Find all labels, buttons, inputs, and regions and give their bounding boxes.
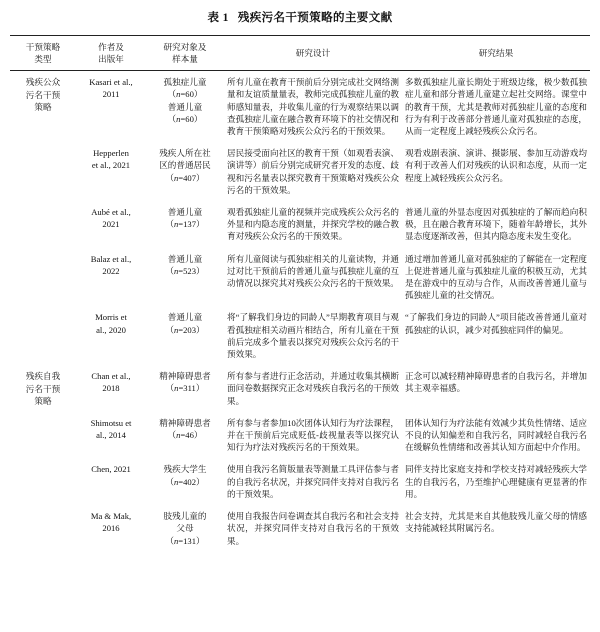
cell-design: 所有儿童阅读与孤独症相关的儿童读物，并通过对比干预前后的普通儿童与孤独症儿童的互动情况以探究其对残疾公众污名的干预效果。 — [227, 253, 399, 289]
cell-design: 使用自我报告问卷调查其自我污名和社会支持状况，并探究同伴支持对自我污名的干预效果。 — [227, 511, 399, 546]
subject-label: 精神障碍患者 — [159, 417, 211, 428]
subject-sample-size: （n=131） — [165, 535, 205, 546]
group-type-line2: 污名干预 — [25, 383, 61, 394]
cell-author — [76, 412, 146, 459]
author-line1: Shimotsu et — [90, 417, 132, 428]
column-header-subject-sample-line1: 研究对象及 — [163, 41, 207, 52]
column-header-author-year-line1: 作者及 — [98, 41, 124, 52]
subject-label: 普通儿童 — [167, 253, 203, 264]
column-header-strategy-type — [10, 35, 76, 70]
subject-sample-size: （n=46） — [167, 430, 203, 441]
table-row — [10, 71, 590, 143]
subject-label: 精神障碍患者 — [159, 371, 211, 382]
cell-design: 居民接受面向社区的教育干预（如观看表演、演讲等）前后分别完成研究者开发的态度、歧视和污名量表以探究教育干预策略对残疾公众污名的干预效果。 — [227, 148, 399, 195]
subject-sample-size: （n=203） — [165, 324, 205, 335]
subject-label: 残疾大学生 — [163, 464, 207, 475]
subject-sample-size: （n=402） — [165, 476, 205, 487]
column-header-study-design — [224, 35, 402, 70]
cell-design: 所有参与者进行正念活动，并通过收集其横断面问卷数据探究正念对残疾自我污名的干预效果。 — [227, 371, 399, 406]
cell-design: 将“了解我们身边的同龄人”早期教育项目与观看孤独症相关动画片相结合，所有儿童在干预前后完成多个量表以探究对残疾公众污名的干预效果。 — [227, 312, 399, 360]
cell-subject — [146, 142, 224, 201]
subject-sample-size: （n=311） — [165, 383, 205, 394]
column-header-strategy-type-line1: 干预策略 — [25, 41, 61, 52]
group-type-line3: 策略 — [34, 396, 52, 407]
group-type-line1: 残疾公众 — [25, 77, 61, 88]
cell-result: 多数孤独症儿童长期处于班级边缘，极少数孤独症儿童和部分普通儿童建立起社交网络。课堂中的教育干预，尤其是教师对孤独症儿童的态度和行为有利于改善部分普通儿童对孤独症的态度，从而一定程度上减轻残疾公众污名。 — [405, 77, 587, 137]
group-type-line2: 污名干预 — [25, 89, 61, 100]
author-line2: 2018 — [102, 383, 120, 394]
subject-label-2: 父母 — [176, 523, 194, 534]
author-line2: et al., 2021 — [91, 160, 131, 171]
group-type-line1: 残疾自我 — [25, 371, 61, 382]
table-caption — [10, 0, 590, 35]
column-header-subject-sample — [146, 35, 224, 70]
cell-author — [76, 71, 146, 143]
cell-result: 同伴支持比家庭支持和学校支持对减轻残疾大学生的自我污名，乃至维护心理健康有更显著的作用。 — [405, 464, 587, 499]
cell-design: 所有参与者参加10次团体认知行为疗法课程，并在干预前后完成贬低-歧视量表等以探究认知行为疗法对残疾污名的干预效果。 — [227, 417, 399, 453]
subject-label: 孤独症儿童 — [163, 77, 207, 88]
author-line1: Chen, 2021 — [91, 464, 131, 475]
subject-sample-size: （n=407） — [165, 172, 205, 183]
column-header-study-result — [402, 35, 590, 70]
cell-subject — [146, 306, 224, 365]
author-line1: Morris et — [95, 312, 127, 323]
cell-result: 团体认知行为疗法能有效减少其负性情绪、适应不良的认知偏差和自我污名，同时减轻自我污名在缓解负性情绪和改善其认知方面起中介作用。 — [405, 417, 587, 453]
subject-sample-size: （n=137） — [165, 219, 205, 230]
cell-result: 普通儿童的外显态度因对孤独症的了解而趋向积极，且在融合教育环境下，随着年龄增长，其外显态度逐渐改善，但其内隐态度未发生变化。 — [405, 207, 587, 242]
cell-result: 社会支持，尤其是来自其他肢残儿童父母的情感支持能减轻其附属污名。 — [405, 511, 587, 534]
author-line1: Balaz et al., — [90, 253, 132, 264]
cell-subject — [146, 71, 224, 143]
subject-label: 普通儿童 — [167, 312, 203, 323]
cell-result: 正念可以减轻精神障碍患者的自我污名，并增加其主观幸福感。 — [405, 371, 587, 394]
cell-result: 通过增加普通儿童对孤独症的了解能在一定程度上促进普通儿童与孤独症儿童的积极互动，尤其是在游戏中的互动与合作，从而改善普通儿童与孤独症儿童的社交情况。 — [405, 253, 587, 301]
column-header-subject-sample-line2: 样本量 — [172, 54, 198, 64]
author-line2: al., 2014 — [96, 430, 126, 441]
subject-label: 肢残儿童的 — [163, 511, 207, 522]
cell-result: “了解我们身边的同龄人”项目能改善普通儿童对孤独症的认识，减少对孤独症同伴的偏见。 — [405, 312, 587, 335]
literature-table — [10, 35, 590, 552]
column-header-strategy-type-line2: 类型 — [34, 54, 52, 64]
table-row — [10, 458, 590, 505]
subject-label: 残疾人所在社 — [159, 148, 211, 159]
group-type-self-stigma — [10, 365, 76, 551]
cell-subject — [146, 201, 224, 248]
table-row — [10, 142, 590, 201]
table-row — [10, 365, 590, 412]
subject-sample-size: （n=523） — [165, 265, 205, 276]
column-header-author-year — [76, 35, 146, 70]
author-line1: Chan et al., — [91, 371, 131, 382]
cell-design: 观看孤独症儿童的视频并完成残疾公众污名的外显和内隐态度的测量，并探究学校的融合教育对残疾公众污名的干预效果。 — [227, 207, 399, 242]
cell-author — [76, 365, 146, 412]
author-line1: Hepperlen — [93, 148, 129, 159]
author-line2: al., 2020 — [96, 324, 126, 335]
subject-sample-size: （n=60） — [167, 89, 203, 100]
table-row — [10, 201, 590, 248]
caption-number: 表 1 — [207, 12, 229, 24]
author-line2: 2022 — [102, 265, 120, 276]
column-header-study-design-line1: 研究设计 — [295, 47, 331, 58]
author-line2: 2016 — [102, 523, 120, 534]
subject-label-2: 普通儿童 — [167, 101, 203, 112]
cell-design: 所有儿童在教育干预前后分别完成社交网络测量和友谊质量量表，教师完成孤独症儿童的教师感知量表，并收集儿童的行为观察结果以调查孤独症儿童在融合教育环境下的社交情况和教育干预策略对残疾公众污名的干预效果。 — [227, 77, 399, 137]
subject-label-2: 区的普通居民 — [159, 160, 211, 171]
author-line2: 2021 — [102, 219, 120, 230]
author-line2: 2011 — [102, 89, 120, 100]
caption-title: 残疾污名干预策略的主要文献 — [237, 12, 393, 24]
table-row — [10, 505, 590, 552]
cell-author — [76, 142, 146, 201]
subject-label: 普通儿童 — [167, 207, 203, 218]
cell-result: 观看戏剧表演、演讲、摄影展、参加互动游戏均有利于改善人们对残疾的认识和态度，从而一定程度上减轻残疾公众污名。 — [405, 148, 587, 183]
table-body — [10, 71, 590, 552]
column-header-author-year-line2: 出版年 — [98, 54, 124, 64]
cell-author — [76, 458, 146, 505]
table-row — [10, 306, 590, 365]
group-type-public-stigma — [10, 71, 76, 366]
author-line1: Aubé et al., — [91, 207, 131, 218]
table-header — [10, 35, 590, 70]
column-header-study-result-line1: 研究结果 — [478, 47, 514, 58]
cell-design: 使用自我污名简版量表等测量工具评估参与者的自我污名状况，并探究同伴支持对自我污名的干预效果。 — [227, 464, 399, 499]
subject-sample-size-2: （n=60） — [167, 113, 203, 124]
author-line1: Ma & Mak, — [90, 511, 132, 522]
cell-subject — [146, 412, 224, 459]
cell-author — [76, 505, 146, 552]
group-type-line3: 策略 — [34, 102, 52, 113]
cell-subject — [146, 365, 224, 412]
cell-subject — [146, 248, 224, 307]
table-row — [10, 412, 590, 459]
cell-subject — [146, 458, 224, 505]
cell-author — [76, 201, 146, 248]
cell-author — [76, 248, 146, 307]
cell-subject — [146, 505, 224, 552]
header-row — [10, 35, 590, 70]
cell-author — [76, 306, 146, 365]
author-line1: Kasari et al., — [89, 77, 133, 88]
table-row — [10, 248, 590, 307]
